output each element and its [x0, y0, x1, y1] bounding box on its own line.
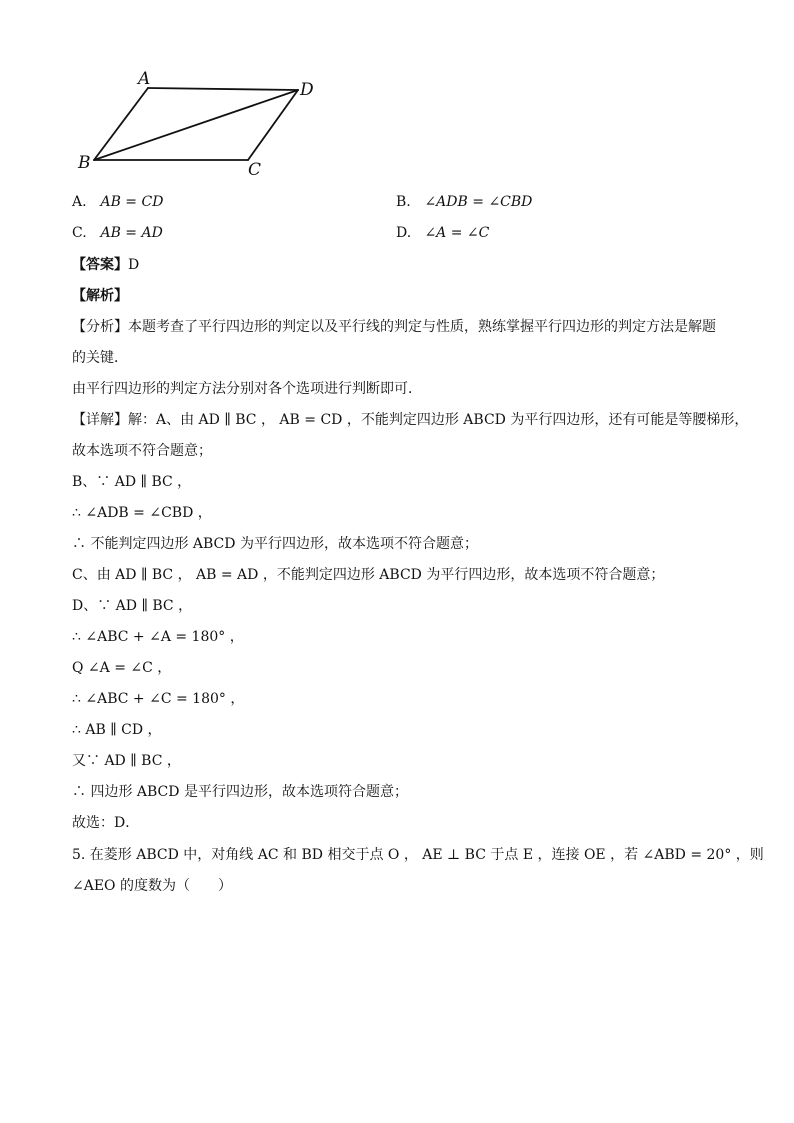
analysis-line-17: 故选：D． — [72, 815, 140, 831]
analysis-line-12: Q ∠A = ∠C ， — [72, 660, 172, 676]
parallelogram-figure — [70, 62, 330, 182]
question-5-line-1: 5. 在菱形 ABCD 中，对角线 AC 和 BD 相交于点 O ， AE ⊥ BC 于点 E ，连接 OE ，若 ∠ABD = 20° ，则 — [72, 847, 764, 863]
option-c — [72, 223, 163, 243]
option-c-text: AB = AD — [100, 225, 163, 241]
edge-dc — [248, 90, 298, 160]
vertex-label-d: D — [300, 80, 314, 100]
vertex-label-c: C — [248, 160, 262, 180]
analysis-line-8: ∴ 不能判定四边形 ABCD 为平行四边形，故本选项不符合题意； — [72, 536, 478, 552]
analysis-line-13: ∴ ∠ABC + ∠C = 180° ， — [72, 691, 245, 707]
question-5-line-2: ∠AEO 的度数为（ ） — [72, 878, 232, 894]
diagonal-bd — [94, 90, 298, 160]
analysis-line-5: 故本选项不符合题意； — [72, 443, 212, 459]
vertex-label-b: B — [78, 153, 91, 173]
analysis-line-1: 【分析】本题考查了平行四边形的判定以及平行线的判定与性质，熟练掌握平行四边形的判定方法是解题 — [72, 319, 716, 335]
option-c-label: C. — [72, 225, 87, 241]
analysis-line-10: D、∵ AD ∥ BC ， — [72, 598, 193, 614]
option-d-text: ∠A = ∠C — [424, 225, 490, 241]
edge-ad — [148, 88, 298, 90]
analysis-line-16: ∴ 四边形 ABCD 是平行四边形，故本选项符合题意； — [72, 784, 408, 800]
analysis-line-2: 的关键． — [72, 350, 128, 366]
option-a-label: A. — [72, 194, 87, 210]
option-b — [396, 192, 532, 212]
vertex-label-a: A — [138, 69, 151, 89]
answer-line — [72, 255, 139, 275]
analysis-line-6: B、∵ AD ∥ BC ， — [72, 474, 192, 490]
analysis-line-9: C、由 AD ∥ BC ， AB = AD ，不能判定四边形 ABCD 为平行四边形，故本选项不符合题意； — [72, 567, 665, 583]
analysis-tag: 【解析】 — [72, 288, 128, 304]
analysis-line-3: 由平行四边形的判定方法分别对各个选项进行判断即可． — [72, 381, 422, 397]
answer-value: D — [128, 257, 140, 273]
analysis-line-4: 【详解】解：A、由 AD ∥ BC ， AB = CD ，不能判定四边形 ABCD 为平行四边形，还有可能是等腰梯形， — [72, 412, 749, 428]
option-d — [396, 223, 489, 243]
analysis-line-14: ∴ AB ∥ CD ， — [72, 722, 162, 738]
analysis-line-11: ∴ ∠ABC + ∠A = 180° ， — [72, 629, 244, 645]
option-b-label: B. — [396, 194, 411, 210]
option-b-text: ∠ADB = ∠CBD — [424, 194, 533, 210]
option-d-label: D. — [396, 225, 412, 241]
option-a-text: AB = CD — [100, 194, 164, 210]
edge-ab — [94, 88, 148, 160]
option-a — [72, 192, 163, 212]
analysis-line-15: 又∵ AD ∥ BC ， — [72, 753, 181, 769]
analysis-line-7: ∴ ∠ADB = ∠CBD ， — [72, 505, 212, 521]
answer-tag: 【答案】 — [72, 257, 128, 273]
